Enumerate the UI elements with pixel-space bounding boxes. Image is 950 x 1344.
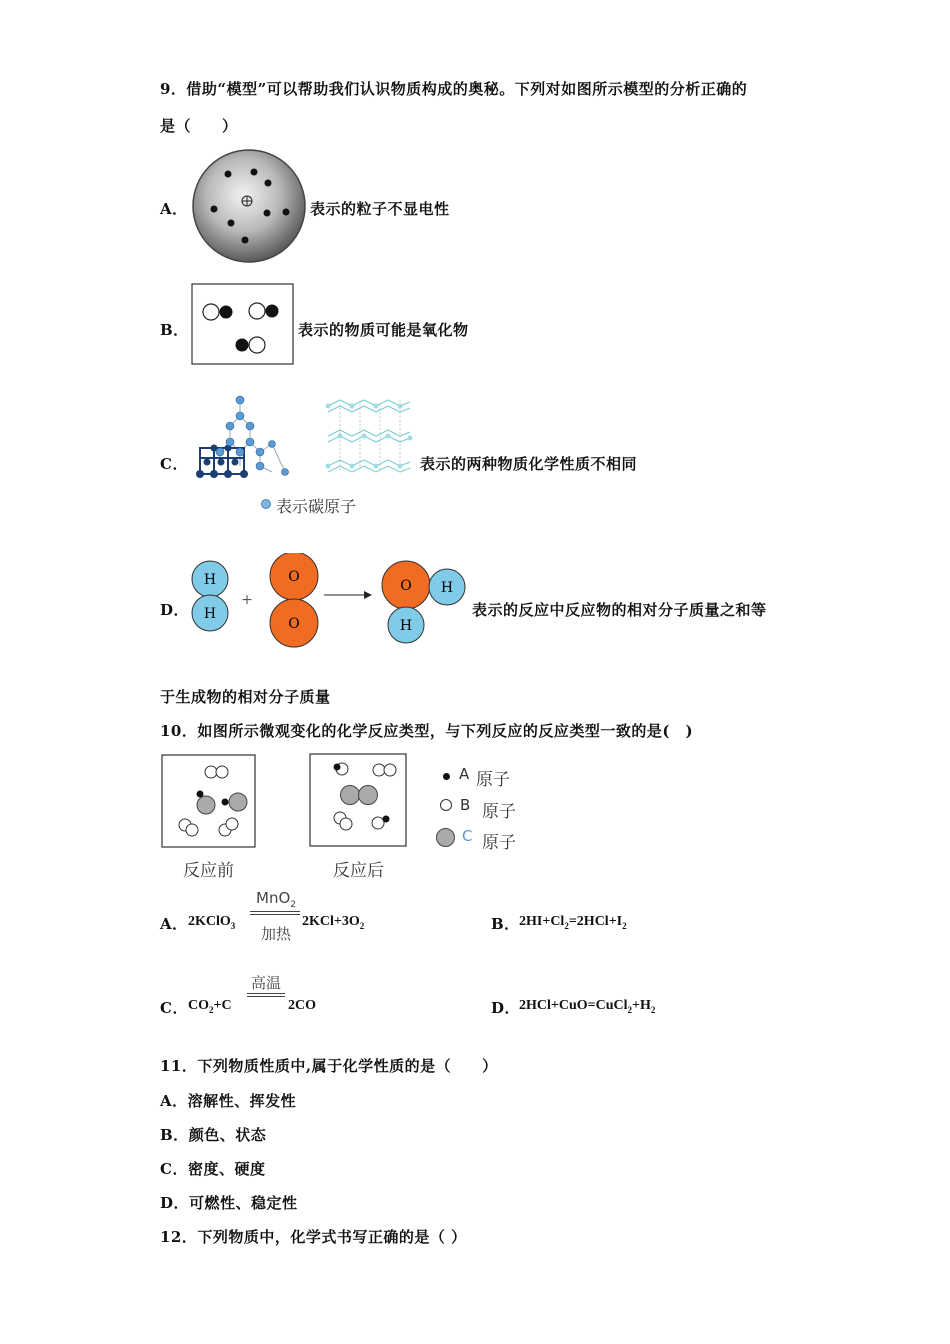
q10-option-a-right: $2KCl+3O_2$	[302, 914, 365, 931]
q9-option-d-label: D．	[160, 601, 190, 619]
legend-c-text: 原子	[482, 833, 516, 853]
q10-option-a-left: 2KClO$_3$	[188, 914, 236, 931]
q10-option-c-condition: 高温	[250, 974, 281, 992]
o-atom-label: O	[400, 578, 412, 594]
q11-option-c: C．密度、硬度	[160, 1160, 266, 1178]
q10-option-c-equals	[247, 993, 285, 997]
before-reaction-box	[161, 754, 256, 848]
h-atom-label: H	[440, 580, 454, 596]
q9-stem-line1: 9．借助“模型”可以帮助我们认识物质构成的奥秘。下列对如图所示模型的分析正确的	[160, 80, 748, 98]
atom-a-icon	[443, 773, 450, 780]
q9-option-b-text: 表示的物质可能是氧化物	[298, 321, 469, 339]
q10-option-d-label: D．	[491, 999, 521, 1017]
before-reaction-caption: 反应前	[183, 861, 234, 881]
molecule-box-figure	[191, 283, 294, 365]
q10-option-a-condition: 加热	[260, 925, 291, 943]
after-reaction-box	[309, 753, 407, 847]
legend-b-text: 原子	[482, 802, 516, 822]
q11-stem: 11．下列物质性质中,属于化学性质的是（ ）	[160, 1057, 498, 1075]
q9-option-c-text: 表示的两种物质化学性质不相同	[420, 455, 638, 473]
atom-b-icon	[440, 799, 452, 811]
reaction-model-figure	[190, 553, 470, 651]
h-atom-label: H	[203, 606, 217, 622]
q9-option-b-label: B．	[160, 321, 189, 339]
q10-option-d-equation: $2HCl+CuO=CuCl_2+H_2$	[519, 998, 656, 1015]
q10-option-c-left: $CO_2+C$	[188, 998, 232, 1015]
legend-a-text: 原子	[476, 770, 510, 790]
plus-sign: +	[241, 592, 253, 608]
carbon-atom-icon	[261, 499, 271, 509]
q10-option-b-label: B．	[491, 915, 520, 933]
atom-c-icon	[436, 828, 455, 847]
q9-option-d-text-cont: 于生成物的相对分子质量	[160, 688, 331, 706]
q10-option-a-equals	[250, 911, 300, 915]
o-atom-label: O	[288, 616, 300, 632]
q10-option-b-equation: $2HI+Cl_2=2HCl+I_2$	[519, 914, 627, 931]
h-atom-label: H	[203, 572, 217, 588]
q9-option-c-label: C．	[160, 455, 188, 473]
legend-c-letter: C	[462, 827, 473, 845]
q9-option-d-text: 表示的反应中反应物的相对分子质量之和等	[472, 601, 767, 619]
atom-model-figure	[190, 147, 308, 265]
q12-stem: 12．下列物质中，化学式书写正确的是（ ）	[160, 1228, 467, 1246]
q10-option-c-right: 2CO	[288, 998, 316, 1013]
o-atom-label: O	[288, 569, 300, 585]
legend-b-letter: B	[460, 796, 471, 814]
diamond-structure-figure	[190, 392, 295, 482]
q9-option-a-label: A．	[160, 200, 188, 218]
h-atom-label: H	[399, 618, 413, 634]
q9-stem-line2: 是（ ）	[160, 117, 238, 135]
q11-option-a: A．溶解性、挥发性	[160, 1092, 297, 1110]
graphite-structure-figure	[320, 392, 415, 482]
legend-a-letter: A	[459, 765, 470, 783]
q10-stem: 10．如图所示微观变化的化学反应类型，与下列反应的反应类型一致的是( )	[160, 722, 694, 740]
q10-option-c-label: C．	[160, 999, 188, 1017]
q10-option-a-label: A．	[160, 915, 188, 933]
q11-option-d: D．可燃性、稳定性	[160, 1194, 298, 1212]
after-reaction-caption: 反应后	[333, 861, 384, 881]
q9-option-c-legend: 表示碳原子	[276, 497, 357, 516]
q10-option-a-catalyst: MnO$_2$	[256, 889, 296, 910]
q9-option-a-text: 表示的粒子不显电性	[310, 200, 450, 218]
q11-option-b: B．颜色、状态	[160, 1126, 267, 1144]
